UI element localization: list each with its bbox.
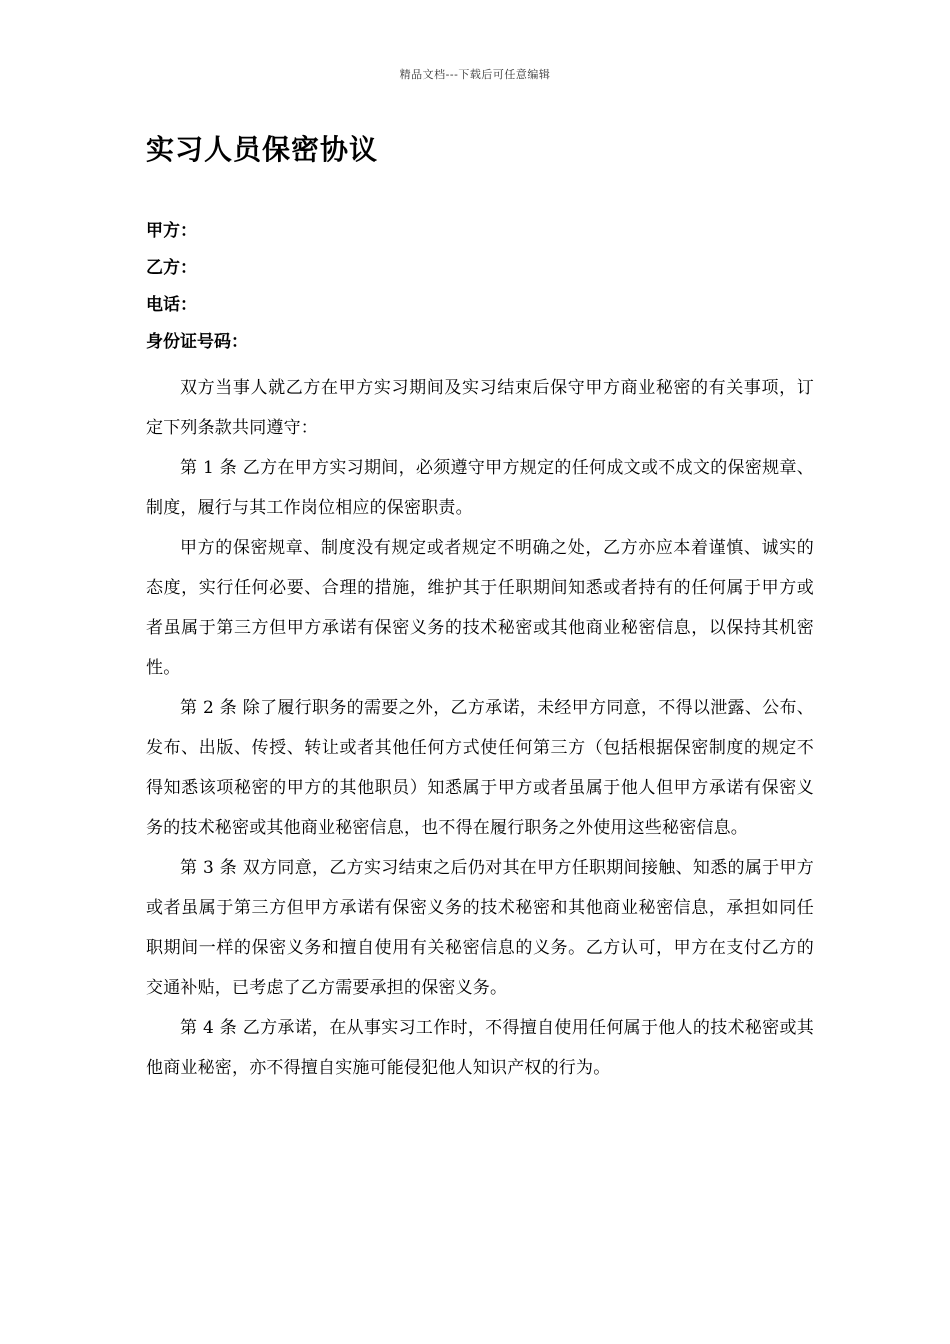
phone-label: 电话：: [146, 295, 197, 315]
intro-paragraph: 双方当事人就乙方在甲方实习期间及实习结束后保守甲方商业秘密的有关事项，订定下列条款共同遵守：: [146, 378, 814, 438]
header-note: 精品文档---下载后可任意编辑: [399, 68, 551, 81]
article-4-paragraph: 第 4 条 乙方承诺，在从事实习工作时，不得擅自使用任何属于他人的技术秘密或其他商业秘密，亦不得擅自实施可能侵犯他人知识产权的行为。: [146, 1018, 814, 1078]
article-2-paragraph: 第 2 条 除了履行职务的需要之外，乙方承诺，未经甲方同意，不得以泄露、公布、发布、出版、传授、转让或者其他任何方式使任何第三方（包括根据保密制度的规定不得知悉该项秘密的甲方的其他职员）知悉属于甲方或者虽属于他人但甲方承诺有保密义务的技术秘密或其他商业秘密信息，也不得在履行职务之外使用这些秘密信息。: [146, 698, 814, 838]
party-b-label: 乙方：: [146, 258, 197, 278]
id-number-label: 身份证号码：: [146, 332, 248, 352]
article-3-paragraph: 第 3 条 双方同意，乙方实习结束之后仍对其在甲方任职期间接触、知悉的属于甲方或者虽属于第三方但甲方承诺有保密义务的技术秘密和其他商业秘密信息，承担如同任职期间一样的保密义务和擅自使用有关秘密信息的义务。乙方认可，甲方在支付乙方的交通补贴，已考虑了乙方需要承担的保密义务。: [146, 858, 814, 998]
document-title: 实习人员保密协议: [146, 133, 379, 166]
article-1-supplement-paragraph: 甲方的保密规章、制度没有规定或者规定不明确之处，乙方亦应本着谨慎、诚实的态度，实行任何必要、合理的措施，维护其于任职期间知悉或者持有的任何属于甲方或者虽属于第三方但甲方承诺有保密义务的技术秘密或其他商业秘密信息，以保持其机密性。: [146, 538, 814, 678]
article-1-paragraph: 第 1 条 乙方在甲方实习期间，必须遵守甲方规定的任何成文或不成文的保密规章、制度，履行与其工作岗位相应的保密职责。: [146, 458, 814, 518]
agreement-body: [146, 368, 814, 1088]
party-a-label: 甲方：: [146, 221, 197, 241]
